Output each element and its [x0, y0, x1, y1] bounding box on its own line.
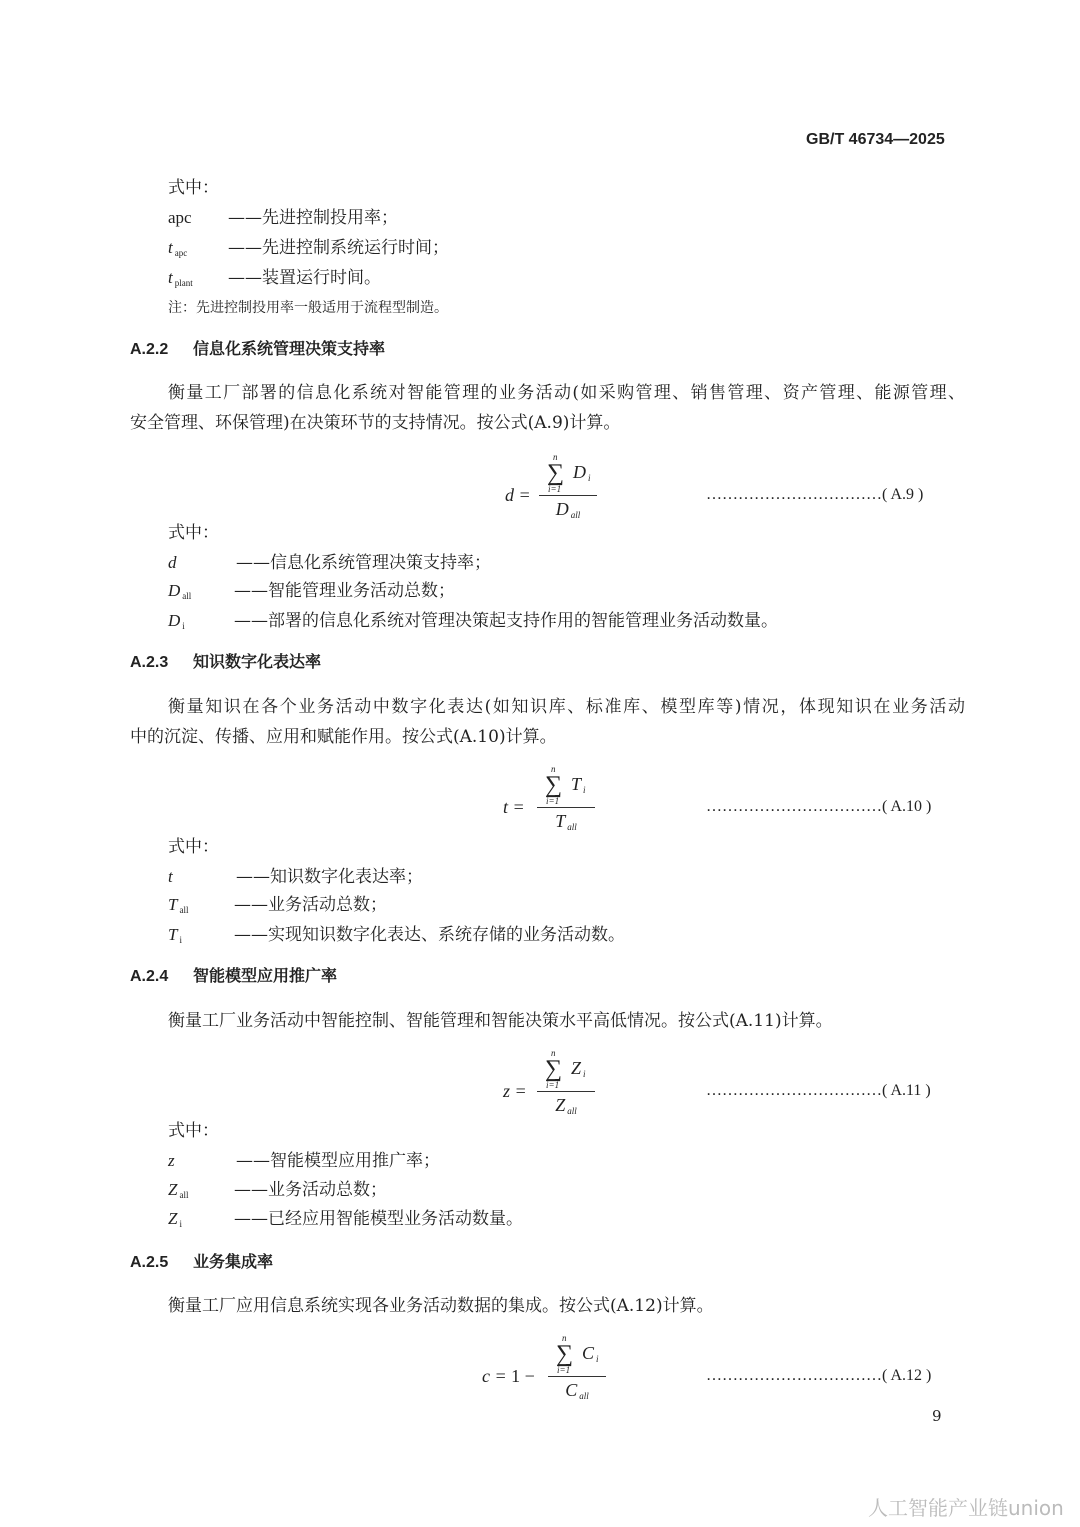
numerator-var: C $_i$	[582, 1343, 599, 1364]
symbol: D $_{all}$	[168, 581, 192, 601]
summation-icon: ∑	[547, 460, 565, 486]
definition	[168, 1179, 387, 1206]
sum-lower: i=1	[546, 796, 560, 806]
fraction	[548, 1334, 606, 1407]
definition	[168, 866, 423, 893]
section-number: A.2.3	[130, 654, 169, 671]
sum-lower: i=1	[557, 1365, 571, 1375]
definition-text: ——先进控制投用率；	[228, 208, 398, 228]
definition-text: ——先进控制系统运行时间；	[228, 238, 449, 258]
definition	[168, 1208, 523, 1235]
definition-text: ——部署的信息化系统对管理决策起支持作用的智能管理业务活动数量。	[234, 611, 778, 631]
formula-lhs: t =	[503, 797, 525, 817]
sum-upper: n	[551, 764, 556, 774]
symbol: Z $_i$	[168, 1209, 182, 1229]
formula-lhs: z =	[503, 1081, 527, 1101]
sum-upper: n	[553, 452, 558, 462]
where-label: 式中：	[168, 837, 219, 857]
section-title: 知识数字化表达率	[193, 652, 322, 671]
section-heading	[130, 1251, 273, 1274]
symbol: D $_i$	[168, 611, 185, 631]
section-heading	[130, 651, 321, 674]
definition-text: ——实现知识数字化表达、系统存储的业务活动数。	[234, 925, 625, 945]
definition-text: ——业务活动总数；	[234, 1180, 387, 1200]
definition	[168, 552, 491, 579]
definition	[168, 1150, 440, 1177]
numerator-var: T $_i$	[571, 774, 586, 795]
summation-icon: ∑	[545, 772, 563, 798]
definition	[168, 267, 381, 294]
symbol: t $_{plant}$	[168, 268, 193, 288]
denominator: T $_{all}$	[555, 811, 577, 832]
symbol: z	[168, 1151, 175, 1170]
symbol: T $_{all}$	[168, 895, 189, 915]
symbol: d	[168, 553, 177, 572]
formula-number: ……………………………( A.10 )	[706, 798, 932, 815]
symbol: T $_i$	[168, 925, 182, 945]
fraction	[537, 765, 595, 838]
fraction	[539, 453, 597, 526]
denominator: D $_{all}$	[555, 499, 581, 520]
fraction	[537, 1049, 595, 1122]
paragraph-line: 衡量工厂业务活动中智能控制、智能管理和智能决策水平高低情况。按公式(A.11)计算。	[168, 1011, 833, 1031]
summation-icon: ∑	[545, 1056, 563, 1082]
definition	[168, 610, 778, 637]
paragraph-line: 衡量工厂应用信息系统实现各业务活动数据的集成。按公式(A.12)计算。	[168, 1296, 714, 1316]
denominator: C $_{all}$	[565, 1380, 589, 1401]
definition-text: ——智能模型应用推广率；	[236, 1151, 440, 1171]
definition-text: ——智能管理业务活动总数；	[234, 581, 455, 601]
where-label: 式中：	[168, 523, 219, 543]
section-heading	[130, 965, 337, 988]
formula-lhs: d =	[505, 485, 531, 505]
definition	[168, 237, 449, 264]
definition-text: ——业务活动总数；	[234, 895, 387, 915]
standard-number: GB/T 46734—2025	[806, 131, 945, 148]
definition	[168, 924, 625, 951]
where-label: 式中：	[168, 178, 219, 198]
definition-text: ——已经应用智能模型业务活动数量。	[234, 1209, 523, 1229]
paragraph-line: 安全管理、环保管理)在决策环节的支持情况。按公式(A.9)计算。	[130, 413, 621, 433]
formula-number: ……………………………( A.12 )	[706, 1367, 932, 1384]
page-number: 9	[932, 1407, 942, 1425]
note: 注：先进控制投用率一般适用于流程型制造。	[168, 300, 448, 316]
definition	[168, 580, 455, 607]
sum-upper: n	[562, 1333, 567, 1343]
symbol: t $_{apc}$	[168, 238, 188, 258]
formula-lhs: c = 1 −	[482, 1366, 535, 1386]
numerator-var: Z $_i$	[571, 1058, 586, 1079]
definition	[168, 894, 387, 921]
definition-text: ——知识数字化表达率；	[236, 867, 423, 887]
watermark: 人工智能产业链union	[868, 1496, 1064, 1520]
summation-icon: ∑	[556, 1341, 574, 1367]
section-number: A.2.2	[130, 341, 169, 358]
section-title: 智能模型应用推广率	[193, 966, 338, 985]
paragraph-line: 衡量工厂部署的信息化系统对智能管理的业务活动(如采购管理、销售管理、资产管理、能源管理、	[168, 383, 965, 403]
denominator: Z $_{all}$	[555, 1095, 577, 1116]
definition-text: ——信息化系统管理决策支持率；	[236, 553, 491, 573]
where-label: 式中：	[168, 1121, 219, 1141]
numerator-var: D $_i$	[573, 462, 591, 483]
symbol: Z $_{all}$	[168, 1180, 189, 1200]
symbol: apc	[168, 208, 192, 227]
section-title: 信息化系统管理决策支持率	[193, 339, 386, 358]
definition-text: ——装置运行时间。	[228, 268, 381, 288]
definition	[168, 207, 398, 229]
symbol: t	[168, 867, 173, 886]
formula-number: ……………………………( A.11 )	[706, 1082, 931, 1099]
sum-lower: i=1	[548, 484, 562, 494]
section-number: A.2.5	[130, 1254, 169, 1271]
paragraph-line: 衡量知识在各个业务活动中数字化表达(如知识库、标准库、模型库等)情况，体现知识在业务活动	[168, 697, 965, 717]
paragraph-line: 中的沉淀、传播、应用和赋能作用。按公式(A.10)计算。	[130, 727, 557, 747]
sum-upper: n	[551, 1048, 556, 1058]
section-title: 业务集成率	[193, 1252, 274, 1271]
section-number: A.2.4	[130, 968, 169, 985]
section-heading	[130, 338, 385, 361]
sum-lower: i=1	[546, 1080, 560, 1090]
formula-number: ……………………………( A.9 )	[706, 486, 924, 503]
